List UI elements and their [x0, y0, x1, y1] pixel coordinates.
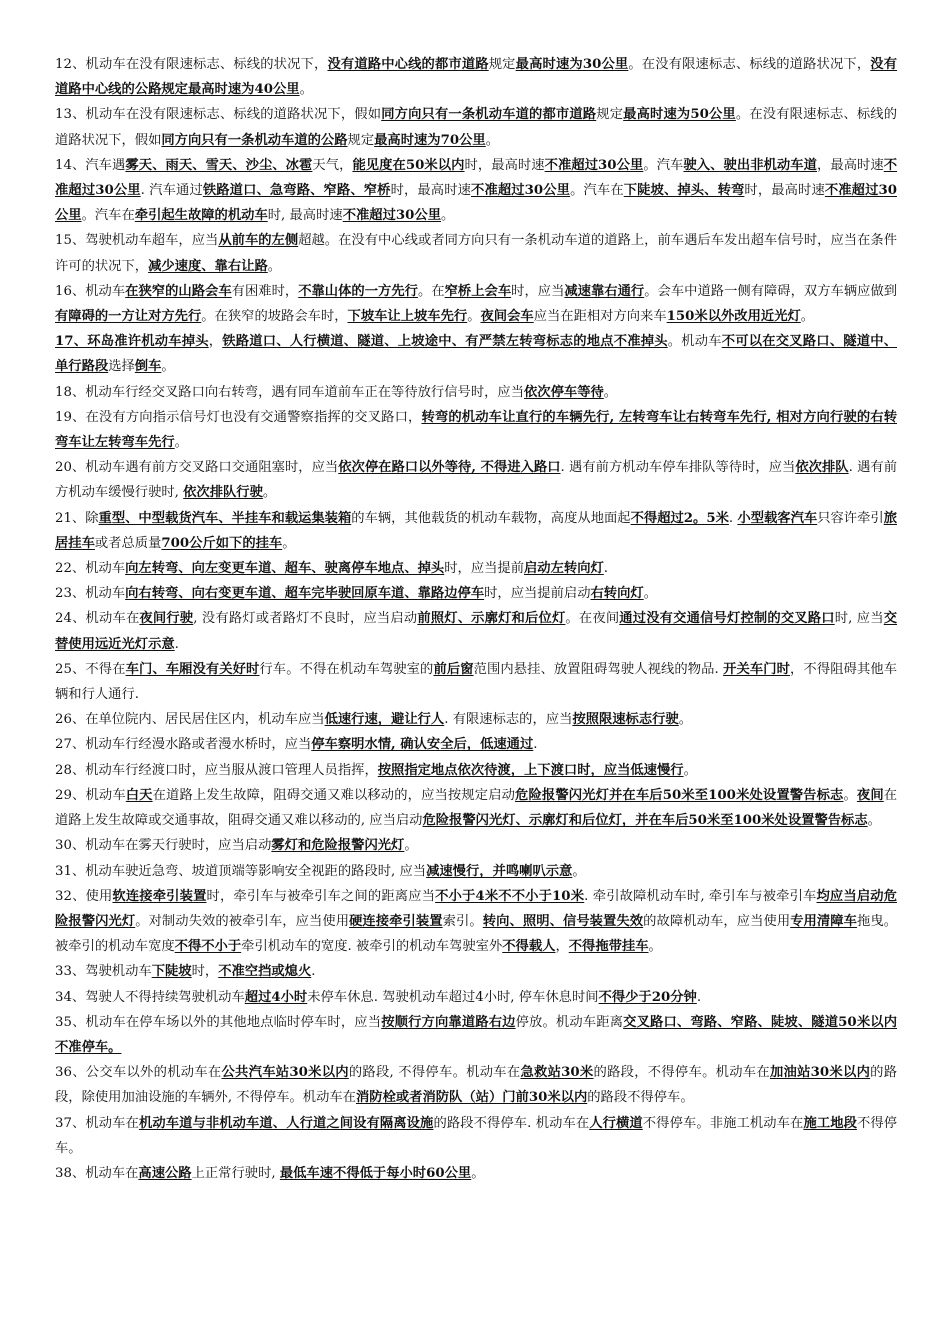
highlighted-text: 下陡坡 [151, 964, 192, 980]
text-run: 25、不得在 [55, 661, 126, 677]
highlighted-text: 夜间 [856, 787, 884, 803]
highlighted-text: 机动车道与非机动车道、人行道之间设有隔离设施 [138, 1115, 434, 1131]
text-run: 。 [678, 712, 693, 728]
text-run: . [533, 737, 538, 753]
highlighted-text: 没有道路中心线的都市道路 [327, 57, 489, 72]
text-run: . [696, 989, 702, 1005]
highlighted-text: 人行横道 [589, 1115, 643, 1131]
highlighted-text: 牵引起生故障的机动车 [134, 208, 268, 224]
highlighted-text: 同方向只有一条机动车道的都市道路 [381, 107, 597, 123]
rule-paragraph [55, 329, 897, 379]
highlighted-text: 交叉路口、弯路、窄路、陡坡、隧道50米以内不准停车。 [55, 1014, 898, 1055]
highlighted-text: 最高时速为30公里 [515, 57, 629, 72]
highlighted-text: 超过4小时 [244, 989, 308, 1005]
text-run: 。在夜间 [565, 611, 620, 627]
rule-paragraph [55, 1161, 897, 1186]
highlighted-text: 夜间会车 [480, 309, 534, 325]
text-run: 20、机动车遇有前方交叉路口交通阻塞时，应当 [55, 460, 339, 476]
highlighted-text: 均应当启动危险报警闪光灯 [55, 888, 898, 929]
text-run: 的路段，除使用加油设施的车辆外, 不得停车。机动车在 [55, 1065, 898, 1106]
text-run: 18、机动车行经交叉路口向右转弯，遇有同车道前车正在等待放行信号时，应当 [55, 384, 525, 400]
highlighted-text: 倒车 [134, 359, 162, 375]
text-run: 。 [603, 384, 618, 400]
text-run: 的车辆，其他载货的机动车载物，高度从地面起 [351, 510, 631, 526]
highlighted-text: 启动左转向灯 [524, 561, 604, 577]
text-run: 35、机动车在停车场以外的其他地点临时停车时，应当 [55, 1014, 382, 1030]
text-run: 。会车中道路一侧有障碍，双方车辆应做到 [644, 283, 898, 299]
highlighted-text: 依次排队行驶 [183, 485, 263, 501]
rule-paragraph [55, 279, 897, 329]
highlighted-text: 在狭窄的山路会车 [125, 283, 232, 299]
text-run: 规定 [596, 107, 624, 123]
highlighted-text: 窄桥上会车 [444, 283, 512, 299]
text-run: 停放。机动车距离 [515, 1014, 624, 1030]
text-run: 。 [267, 258, 282, 274]
text-run: 。 [467, 309, 481, 325]
highlighted-text: 前照灯、示廓灯和后位灯 [417, 611, 566, 627]
rule-paragraph [55, 153, 897, 229]
highlighted-text: 不得不小于 [174, 939, 242, 955]
highlighted-text: 同方向只有一条机动车道的公路 [161, 132, 348, 148]
highlighted-text: 不得少于20分钟 [598, 989, 697, 1005]
highlighted-text: 不得超过2。5米 [630, 510, 729, 526]
highlighted-text: 不靠山体的一方先行 [298, 283, 418, 299]
text-run: 27、机动车行经漫水路或者漫水桥时，应当 [55, 737, 312, 753]
highlighted-text: 急救站30米 [520, 1065, 594, 1081]
highlighted-text: 不得载人 [502, 939, 556, 955]
highlighted-text: 前后窗 [433, 661, 474, 677]
highlighted-text: 没有道路中心线的公路规定最高时速为40公里 [55, 57, 898, 98]
highlighted-text: 转弯的机动车让直行的车辆先行, 左转弯车让右转弯车先行, 相对方向行驶的右转弯车让左转弯车先行 [55, 409, 897, 451]
rule-paragraph [55, 707, 897, 732]
text-run: 。 [471, 1165, 485, 1181]
highlighted-text: 专用清障车 [790, 913, 858, 929]
text-run: 。 [648, 939, 662, 955]
rule-paragraph [55, 405, 897, 455]
text-run: 的故障机动车，应当使用 [643, 913, 791, 929]
highlighted-text: 转向、照明、信号装置失效 [482, 913, 644, 929]
text-run: 。 [174, 435, 188, 451]
highlighted-text: 依次停车等待 [524, 384, 604, 400]
text-run: 13、机动车在没有限速标志、标线的道路状况下，假如 [55, 107, 382, 123]
rule-paragraph [55, 455, 897, 505]
highlighted-text: 硬连接牵引装置 [349, 913, 443, 929]
highlighted-text: 向右转弯、向右变更车道、超车完毕驶回原车道、靠路边停车 [125, 586, 485, 602]
text-run: 37、机动车在 [55, 1115, 139, 1131]
text-run: ， [555, 939, 569, 955]
rule-paragraph [55, 859, 897, 884]
highlighted-text: 依次停在路口以外等待, 不得进入路口 [338, 460, 561, 476]
highlighted-text: 有障碍的一方让对方先行 [55, 309, 202, 325]
highlighted-text: 按顺行方向靠道路右边 [381, 1014, 516, 1030]
rule-paragraph [55, 833, 897, 858]
highlighted-text: 加油站30米以内 [769, 1065, 871, 1081]
text-run: ，不得阻碍其他车辆和行人通行. [55, 661, 898, 703]
text-run: 行车。不得在机动车驾驶室的 [259, 661, 434, 677]
text-run: 时, 应当 [834, 611, 884, 627]
highlighted-text: 公共汽车站30米以内 [221, 1065, 349, 1081]
text-run: 。 [404, 838, 418, 854]
highlighted-text: 铁路道口、人行横道、隧道、上坡途中、有严禁左转弯标志的地点不准掉头 [222, 334, 668, 350]
text-run: 16、机动车 [55, 283, 126, 299]
highlighted-text: 铁路道口、急弯路、窄路、窄桥 [202, 183, 391, 199]
highlighted-text: 消防栓或者消防队（站）门前30米以内 [355, 1090, 588, 1106]
highlighted-text: 危险报警闪光灯、示廓灯和后位灯，并在车后50米至100米处设置警告标志 [422, 813, 868, 829]
rule-paragraph [55, 102, 897, 152]
rule-paragraph [55, 732, 897, 757]
highlighted-text: 最高时速为70公里 [374, 132, 486, 148]
rule-paragraph [55, 581, 897, 606]
highlighted-text: 雾天、雨天、雪天、沙尘、冰雹 [125, 157, 313, 173]
text-run: 牵引机动车的宽度. 被牵引的机动车驾驶室外 [241, 939, 503, 955]
text-run: . 牵引故障机动车时, 牵引车与被牵引车 [584, 888, 817, 904]
highlighted-text: 不得拖带挂车 [568, 939, 649, 955]
text-run: 时, 最高时速 [267, 208, 343, 224]
highlighted-text: 雾灯和危险报警闪光灯 [271, 838, 405, 854]
highlighted-text: 向左转弯、向左变更车道、超车、驶离停车地点、掉头 [125, 561, 445, 577]
text-run: 选择 [108, 359, 135, 375]
text-run: 在道路上发生故障，阻碍交通又难以移动的，应当按规定启动 [152, 787, 516, 803]
text-run: , 没有路灯或者路灯不良时，应当启动 [193, 611, 418, 627]
highlighted-text: 施工地段 [803, 1115, 857, 1131]
text-run: 15、驾驶机动车超车，应当 [55, 233, 219, 249]
highlighted-text: 交替使用远近光灯示意 [55, 611, 898, 652]
highlighted-text: 700公斤如下的挂车 [161, 535, 283, 551]
text-run: 。 [683, 762, 697, 778]
rule-paragraph [55, 606, 897, 656]
text-run: 或者总质量 [94, 535, 162, 551]
text-run: 不得停车。 [55, 1115, 898, 1156]
highlighted-text: 旅居挂车 [55, 510, 898, 551]
text-run: 上正常行驶时, [191, 1165, 280, 1181]
text-run: ，最高时速 [816, 157, 884, 173]
text-run: 。 [843, 787, 857, 803]
highlighted-text: 停车察明水情, 确认安全后，低速通过 [311, 737, 534, 753]
highlighted-text: 重型、中型载货汽车、半挂车和载运集装箱 [98, 510, 352, 526]
highlighted-text: 不准超过30公里 [342, 208, 441, 224]
text-run: 的路段，不得停车。机动车在 [593, 1065, 770, 1081]
rule-paragraph [55, 228, 897, 278]
highlighted-text: 减速慢行，并鸣喇叭示意 [426, 863, 573, 879]
highlighted-text: 低速行速，避让行人 [324, 712, 445, 728]
highlighted-text: 下坡车让上坡车先行 [347, 309, 468, 325]
text-run: 32、使用 [55, 888, 113, 904]
text-run: 38、机动车在 [55, 1165, 139, 1181]
text-run: 19、在没有方向指示信号灯也没有交通警察指挥的交叉路口， [55, 409, 422, 425]
text-run: 。 [161, 359, 175, 375]
text-run: 时，应当提前 [444, 561, 525, 577]
highlighted-text: 不准超过30公里 [544, 157, 644, 173]
highlighted-text: 17、环岛准许机动车掉头 [55, 334, 209, 350]
text-run: 34、驾驶人不得持续驾驶机动车 [55, 989, 245, 1005]
text-run: . 有限速标志的，应当 [444, 712, 573, 728]
text-run: 。机动车 [667, 334, 722, 350]
text-run: 12、机动车在没有限速标志、标线的状况下， [55, 57, 328, 72]
text-run: 。 [441, 208, 455, 224]
rule-paragraph [55, 380, 897, 405]
text-run: . [311, 964, 316, 980]
rule-paragraph [55, 1060, 897, 1110]
highlighted-text: 夜间行驶 [139, 611, 194, 627]
highlighted-text: 不可以在交叉路口、隧道中、单行路段 [55, 334, 898, 375]
text-run: 26、在单位院内、居民居住区内，机动车应当 [55, 712, 325, 728]
text-run: 。 [485, 132, 500, 148]
highlighted-text: 依次排队 [795, 460, 849, 476]
text-run: 23、机动车 [55, 586, 126, 602]
highlighted-text: 不准超过30公里 [471, 183, 571, 199]
highlighted-text: 不准超过30公里 [55, 157, 898, 199]
text-run: . [728, 510, 738, 526]
highlighted-text: 不小于4米不不小于10米 [435, 888, 585, 904]
rule-paragraph [55, 959, 897, 984]
highlighted-text: 软连接牵引装置 [112, 888, 207, 904]
text-run: . 遇有前方机动车停车排队等待时，应当 [560, 460, 796, 476]
highlighted-text: 小型载客汽车 [737, 510, 818, 526]
text-run: 。对制动失效的被牵引车，应当使用 [135, 913, 350, 929]
text-run: 规定 [488, 57, 516, 72]
rule-paragraph [55, 884, 897, 960]
text-run: 21、除 [55, 510, 99, 526]
text-run: 。 [643, 586, 657, 602]
text-run: 只容许牵引 [817, 510, 884, 526]
text-run: 。汽车在 [570, 183, 624, 199]
text-run: 时， [191, 964, 219, 980]
text-run: 14、汽车遇 [55, 157, 126, 173]
text-run: 时，最高时速 [464, 157, 545, 173]
highlighted-text: 驶入、驶出非机动车道 [683, 157, 817, 173]
text-run: 的路段, 不得停车。机动车在 [348, 1065, 521, 1081]
highlighted-text: 通过没有交通信号灯控制的交叉路口 [619, 611, 835, 627]
text-run: 超越。在没有中心线或者同方向只有一条机动车道的道路上，前车遇后车发出超车信号时，应当在条件许可的状况下， [55, 233, 898, 274]
highlighted-text: 不准空挡或熄火 [218, 964, 312, 980]
rule-paragraph [55, 1111, 897, 1161]
rule-paragraph [55, 985, 897, 1010]
text-run: 在道路上发生故障或交通事故，阻碍交通又难以移动的, 应当启动 [55, 787, 898, 829]
text-run: 24、机动车在 [55, 611, 140, 627]
rule-paragraph [55, 758, 897, 783]
text-run: 。 [262, 485, 277, 501]
text-run: 规定 [347, 132, 375, 148]
document-body [55, 52, 897, 1186]
text-run: 未停车休息. 驾驶机动车超过4小时, 停车休息时间 [307, 989, 599, 1005]
text-run: 。在没有限速标志、标线的道路状况下，假如 [55, 107, 898, 148]
highlighted-text: 150米以外改用近光灯 [666, 309, 801, 325]
text-run: 29、机动车 [55, 787, 126, 803]
text-run: 的路段不得停车. 机动车在 [433, 1115, 590, 1131]
text-run: 36、公交车以外的机动车在 [55, 1065, 222, 1081]
text-run: 22、机动车 [55, 561, 126, 577]
text-run: 。 [867, 813, 881, 829]
text-run: 天气， [312, 157, 353, 173]
text-run: 应当在距相对方向来车 [533, 309, 667, 325]
text-run: 有困难时， [231, 283, 299, 299]
text-run: 时，牵引车与被牵引车之间的距离应当 [206, 888, 436, 904]
text-run: 。 [282, 535, 296, 551]
text-run: 的路段不得停车。 [587, 1090, 694, 1106]
highlighted-text: 减速靠右通行 [564, 283, 645, 299]
highlighted-text: 开关车门时 [723, 661, 791, 677]
text-run: 30、机动车在雾天行驶时，应当启动 [55, 838, 272, 854]
rule-paragraph [55, 52, 897, 102]
text-run: . 遇有前方机动车缓慢行驶时, [55, 460, 898, 501]
rule-paragraph [55, 506, 897, 556]
text-run: 。 [572, 863, 586, 879]
highlighted-text: 危险报警闪光灯并在车后50米至100米处设置警告标志 [515, 787, 844, 803]
rule-paragraph [55, 657, 897, 707]
text-run: 不得停车。非施工机动车在 [642, 1115, 804, 1131]
text-run: . 汽车通过 [140, 183, 203, 199]
text-run: 。 [800, 309, 815, 325]
text-run: . [603, 561, 609, 577]
text-run: . [174, 636, 179, 652]
rule-paragraph [55, 783, 897, 833]
highlighted-text: 最低车速不得低于每小时60公里 [279, 1165, 472, 1181]
highlighted-text: 从前车的左侧 [218, 233, 299, 249]
text-run: 。汽车在 [81, 208, 135, 224]
text-run: 拖曳。被牵引的机动车宽度 [55, 913, 898, 955]
text-run: 33、驾驶机动车 [55, 964, 152, 980]
text-run: 28、机动车行经渡口时，应当服从渡口管理人员指挥， [55, 762, 378, 778]
text-run: 时，最高时速 [744, 183, 825, 199]
text-run: 。 [299, 82, 313, 98]
highlighted-text: 下陡坡、掉头、转弯 [623, 183, 745, 199]
highlighted-text: 车门、车厢没有关好时 [125, 661, 260, 677]
text-run: 时，应当 [511, 283, 565, 299]
text-run: 31、机动车驶近急弯、坡道顶端等影响安全视距的路段时, 应当 [55, 863, 427, 879]
text-run: 。汽车 [643, 157, 684, 173]
text-run: 时，应当提前启动 [484, 586, 591, 602]
highlighted-text: 能见度在50米以内 [352, 157, 465, 173]
highlighted-text: 高速公路 [138, 1165, 192, 1181]
text-run: 。在 [417, 283, 445, 299]
rule-paragraph [55, 556, 897, 581]
highlighted-text: 右转向灯 [590, 586, 644, 602]
text-run: 。在没有限速标志、标线的道路状况下， [628, 57, 871, 72]
text-run: ， [208, 334, 223, 350]
text-run: 。在狭窄的坡路会车时， [201, 309, 348, 325]
highlighted-text: 按照限速标志行驶 [572, 712, 679, 728]
highlighted-text: 最高时速为50公里 [623, 107, 736, 123]
highlighted-text: 不准超过30公里 [55, 183, 897, 224]
text-run: 范围内悬挂、放置阻碍驾驶人视线的物品. [473, 661, 724, 677]
text-run: 索引。 [442, 913, 483, 929]
text-run: 时，最高时速 [390, 183, 472, 199]
highlighted-text: 白天 [125, 787, 153, 803]
highlighted-text: 按照指定地点依次待渡，上下渡口时，应当低速慢行 [377, 762, 684, 778]
rule-paragraph [55, 1010, 897, 1060]
highlighted-text: 减少速度、靠右让路 [148, 258, 268, 274]
